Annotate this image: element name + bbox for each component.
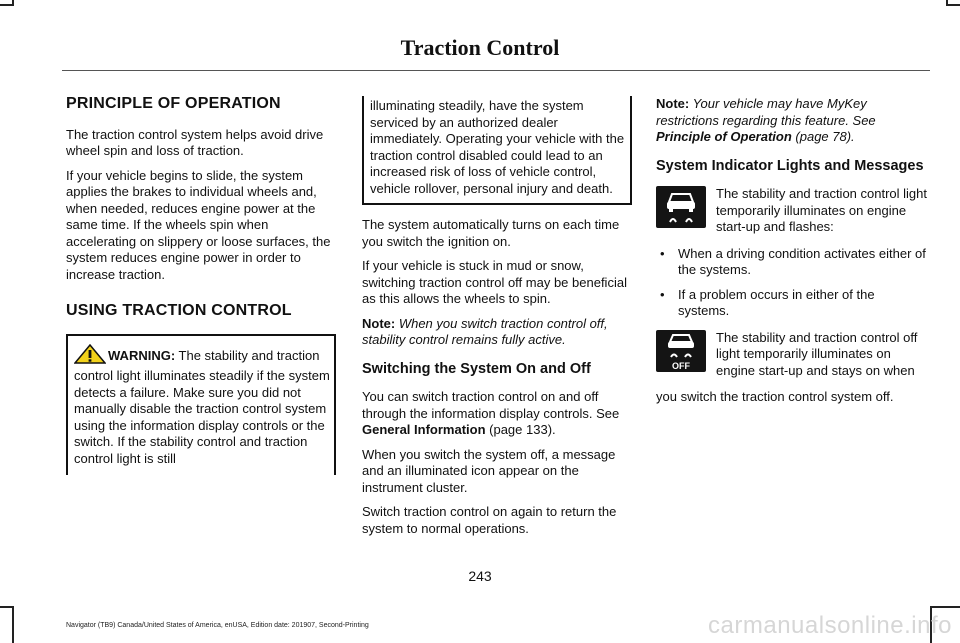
off-label: OFF	[672, 360, 690, 371]
crop-mark	[930, 606, 960, 608]
list-item	[656, 287, 928, 320]
crop-mark	[946, 4, 960, 6]
header-rule	[62, 70, 930, 71]
edition-footer: Navigator (TB9) Canada/United States of America, enUSA, Edition date: 201907, Second-Printing	[66, 622, 369, 629]
column-3	[656, 96, 928, 414]
paragraph	[362, 389, 632, 439]
crop-mark	[12, 0, 14, 6]
crop-mark	[12, 606, 14, 643]
indicator-row	[656, 330, 928, 380]
paragraph: you switch the traction control system off.	[656, 389, 894, 404]
note-text: Your vehicle may have MyKey restrictions regarding this feature. See	[656, 96, 876, 128]
text: You can switch traction control on and off through the information display controls. See	[362, 389, 620, 421]
bullet-icon: •	[660, 245, 665, 261]
text: (page 133).	[485, 422, 556, 437]
note-label: Note:	[362, 315, 396, 331]
note	[656, 96, 928, 146]
crop-mark	[946, 0, 948, 6]
indicator-row	[656, 186, 928, 236]
warning-label: WARNING:	[108, 347, 176, 363]
note-text: When you switch traction control off, stability control remains fully active.	[362, 315, 608, 347]
paragraph: Switch traction control on again to return the system to normal operations.	[362, 504, 617, 536]
link-general-information[interactable]: General Information	[362, 422, 486, 437]
note-text: (page 78).	[791, 129, 855, 144]
crop-mark	[0, 606, 14, 608]
column-2	[362, 96, 632, 545]
list-item-text: If a problem occurs in either of the systems.	[678, 286, 875, 318]
warning-triangle-icon	[74, 344, 106, 369]
paragraph: The system automatically turns on each time you switch the ignition on.	[362, 217, 620, 249]
page-title: Traction Control	[400, 35, 560, 60]
traction-control-icon	[656, 186, 706, 228]
bullet-icon: •	[660, 286, 665, 302]
warning-text-continued: illuminating steadily, have the system serviced by an authorized dealer immediately. Operating your vehicle with the traction control disabled could lead to an increased risk of loss of vehicle control, vehicle rollover, personal injury and death.	[370, 98, 625, 196]
heading-switching-system: Switching the System On and Off	[362, 360, 591, 377]
note-label: Note:	[656, 96, 690, 111]
paragraph: When you switch the system off, a message and an illuminated icon appear on the instrument cluster.	[362, 446, 616, 495]
indicator-text: The stability and traction control light temporarily illuminates on engine start-up and flashes:	[716, 186, 927, 234]
indicator-text: The stability and traction control off light temporarily illuminates on engine start-up and stays on when	[716, 329, 918, 378]
note	[362, 316, 632, 349]
heading-system-indicator-lights: System Indicator Lights and Messages	[656, 157, 924, 174]
link-principle-of-operation[interactable]: Principle of Operation	[656, 129, 792, 144]
watermark: carmanualsonline.info	[708, 612, 952, 639]
warning-box-continued	[362, 96, 632, 205]
list-item	[656, 246, 928, 279]
column-1	[66, 96, 336, 475]
paragraph: If your vehicle begins to slide, the system applies the brakes to individual wheels and, when needed, reduces engine power at the same time. If the wheels spin when accelerating on slippery or loose surfaces, the system reduces engine power in order to increase traction.	[66, 167, 331, 282]
page-number: 243	[468, 568, 492, 584]
warning-text: The stability and traction control light illuminates steadily if the system detects a failure. Make sure you did not manually disable the traction control system using the information display controls or the switch. If the stability control and traction control light is still	[74, 347, 330, 466]
warning-box	[66, 334, 336, 476]
paragraph: If your vehicle is stuck in mud or snow, switching traction control off may be beneficial as this allows the wheels to spin.	[362, 258, 627, 306]
paragraph: The traction control system helps avoid drive wheel spin and loss of traction.	[66, 126, 324, 158]
traction-control-off-icon	[656, 330, 706, 372]
heading-using-traction-control: USING TRACTION CONTROL	[66, 302, 292, 319]
heading-principle-of-operation: PRINCIPLE OF OPERATION	[66, 95, 281, 112]
list-item-text: When a driving condition activates either of the systems.	[678, 245, 926, 277]
